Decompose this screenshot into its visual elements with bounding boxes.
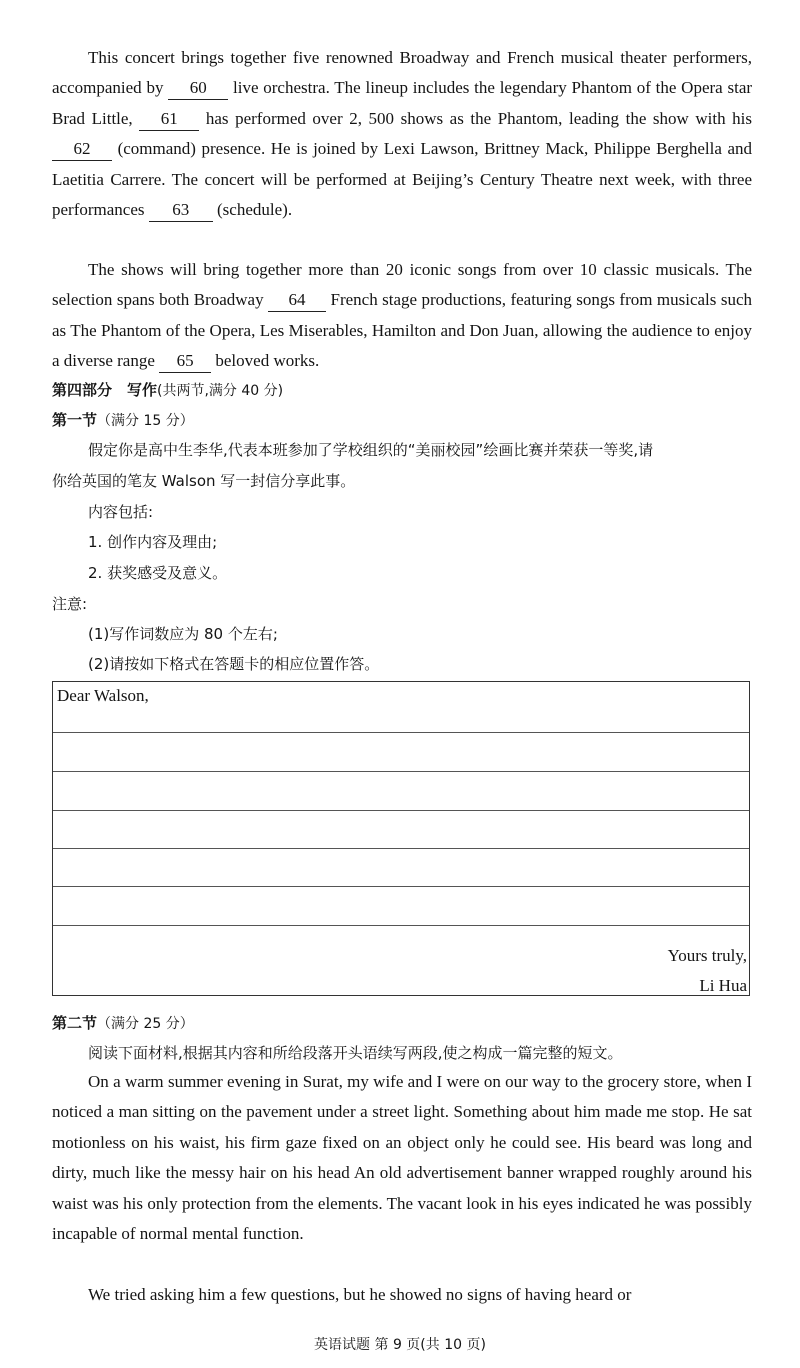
letter-signature: Li Hua — [699, 976, 747, 995]
writing-prompt-line-1: 假定你是高中生李华,代表本班参加了学校组织的“美丽校园”绘画比赛并荣获一等奖,请 — [88, 441, 654, 459]
writing-line[interactable] — [53, 886, 749, 887]
section-two-heading — [52, 1011, 194, 1036]
continuation-prompt: 阅读下面材料,根据其内容和所给段落开头语续写两段,使之构成一篇完整的短文。 — [88, 1044, 623, 1062]
writing-line[interactable] — [53, 925, 749, 926]
part-title: 第四部分 写作 — [52, 381, 158, 399]
letter-answer-box — [52, 681, 750, 996]
blank-64[interactable]: 64 — [268, 289, 326, 312]
passage-text: French stage productions, featuring songs from musicals such as The Phantom of the Opera, Les Miserables, Hamilton and Don Juan, allowing the audience to enjoy a diverse range — [52, 290, 752, 371]
writing-line[interactable] — [53, 732, 749, 733]
letter-greeting: Dear Walson, — [57, 686, 149, 705]
story-paragraph-2: We tried asking him a few questions, but he showed no signs of having heard or — [88, 1285, 632, 1304]
writing-line[interactable] — [53, 848, 749, 849]
passage-text: (command) presence. He is joined by Lexi Lawson, Brittney Mack, Philippe Berghella and Laetitia Carrere. The concert will be performed at Beijing’s Century Theatre next week, with three performances — [52, 139, 753, 220]
blank-63[interactable]: 63 — [149, 199, 213, 222]
content-item-1: 1. 创作内容及理由; — [88, 533, 218, 551]
passage-text: (schedule). — [217, 200, 293, 220]
blank-65[interactable]: 65 — [159, 350, 211, 373]
blank-60[interactable]: 60 — [168, 77, 228, 100]
blank-62[interactable]: 62 — [52, 138, 112, 161]
section-title: 第一节 — [52, 411, 98, 429]
notice-item-2: (2)请按如下格式在答题卡的相应位置作答。 — [88, 655, 380, 673]
passage-text: beloved works. — [215, 351, 320, 371]
notice-item-1: (1)写作词数应为 80 个左右; — [88, 625, 278, 643]
content-item-2: 2. 获奖感受及意义。 — [88, 564, 228, 582]
writing-line[interactable] — [53, 810, 749, 811]
passage-text: This concert brings together five renowned Broadway and French musical theater performers, accompanied by — [52, 48, 752, 98]
passage-text: has performed over 2, 500 shows as the Phantom, leading the show with his — [205, 108, 753, 128]
content-label: 内容包括: — [88, 503, 154, 521]
notice-label: 注意: — [52, 595, 88, 613]
section-one-heading — [52, 408, 194, 433]
section-note: （满分 25 分） — [97, 1016, 194, 1032]
writing-prompt-line-2: 你给英国的笔友 Walson 写一封信分享此事。 — [52, 472, 356, 490]
part-note: (共两节,满分 40 分) — [157, 383, 284, 399]
passage-text: The shows will bring together more than 20 iconic songs from over 10 classic musicals. The selection spans both Broadway — [52, 260, 752, 310]
part-four-heading — [52, 378, 283, 403]
writing-line[interactable] — [53, 771, 749, 772]
section-note: （满分 15 分） — [97, 413, 194, 429]
section-title: 第二节 — [52, 1014, 98, 1032]
page-footer: 英语试题 第 9 页(共 10 页) — [314, 1337, 486, 1353]
passage-paragraph-1 — [52, 43, 752, 225]
letter-closing: Yours truly, — [667, 946, 747, 965]
passage-text: live orchestra. The lineup includes the legendary Phantom of the Opera star Brad Little, — [52, 78, 753, 128]
passage-paragraph-2 — [52, 255, 752, 377]
blank-61[interactable]: 61 — [139, 108, 199, 131]
story-paragraph-1: On a warm summer evening in Surat, my wife and I were on our way to the grocery store, when I noticed a man sitting on the pavement under a street light. Something about him made me stop. He sat motionless on his waist, his firm gaze fixed on an object only he could see. His beard was long and dirty, much like the messy hair on his head An old advertisement banner wrapped roughly around his waist was his only protection from the elements. The vacant look in his eyes indicated he was possibly incapable of normal mental function. — [52, 1072, 752, 1244]
